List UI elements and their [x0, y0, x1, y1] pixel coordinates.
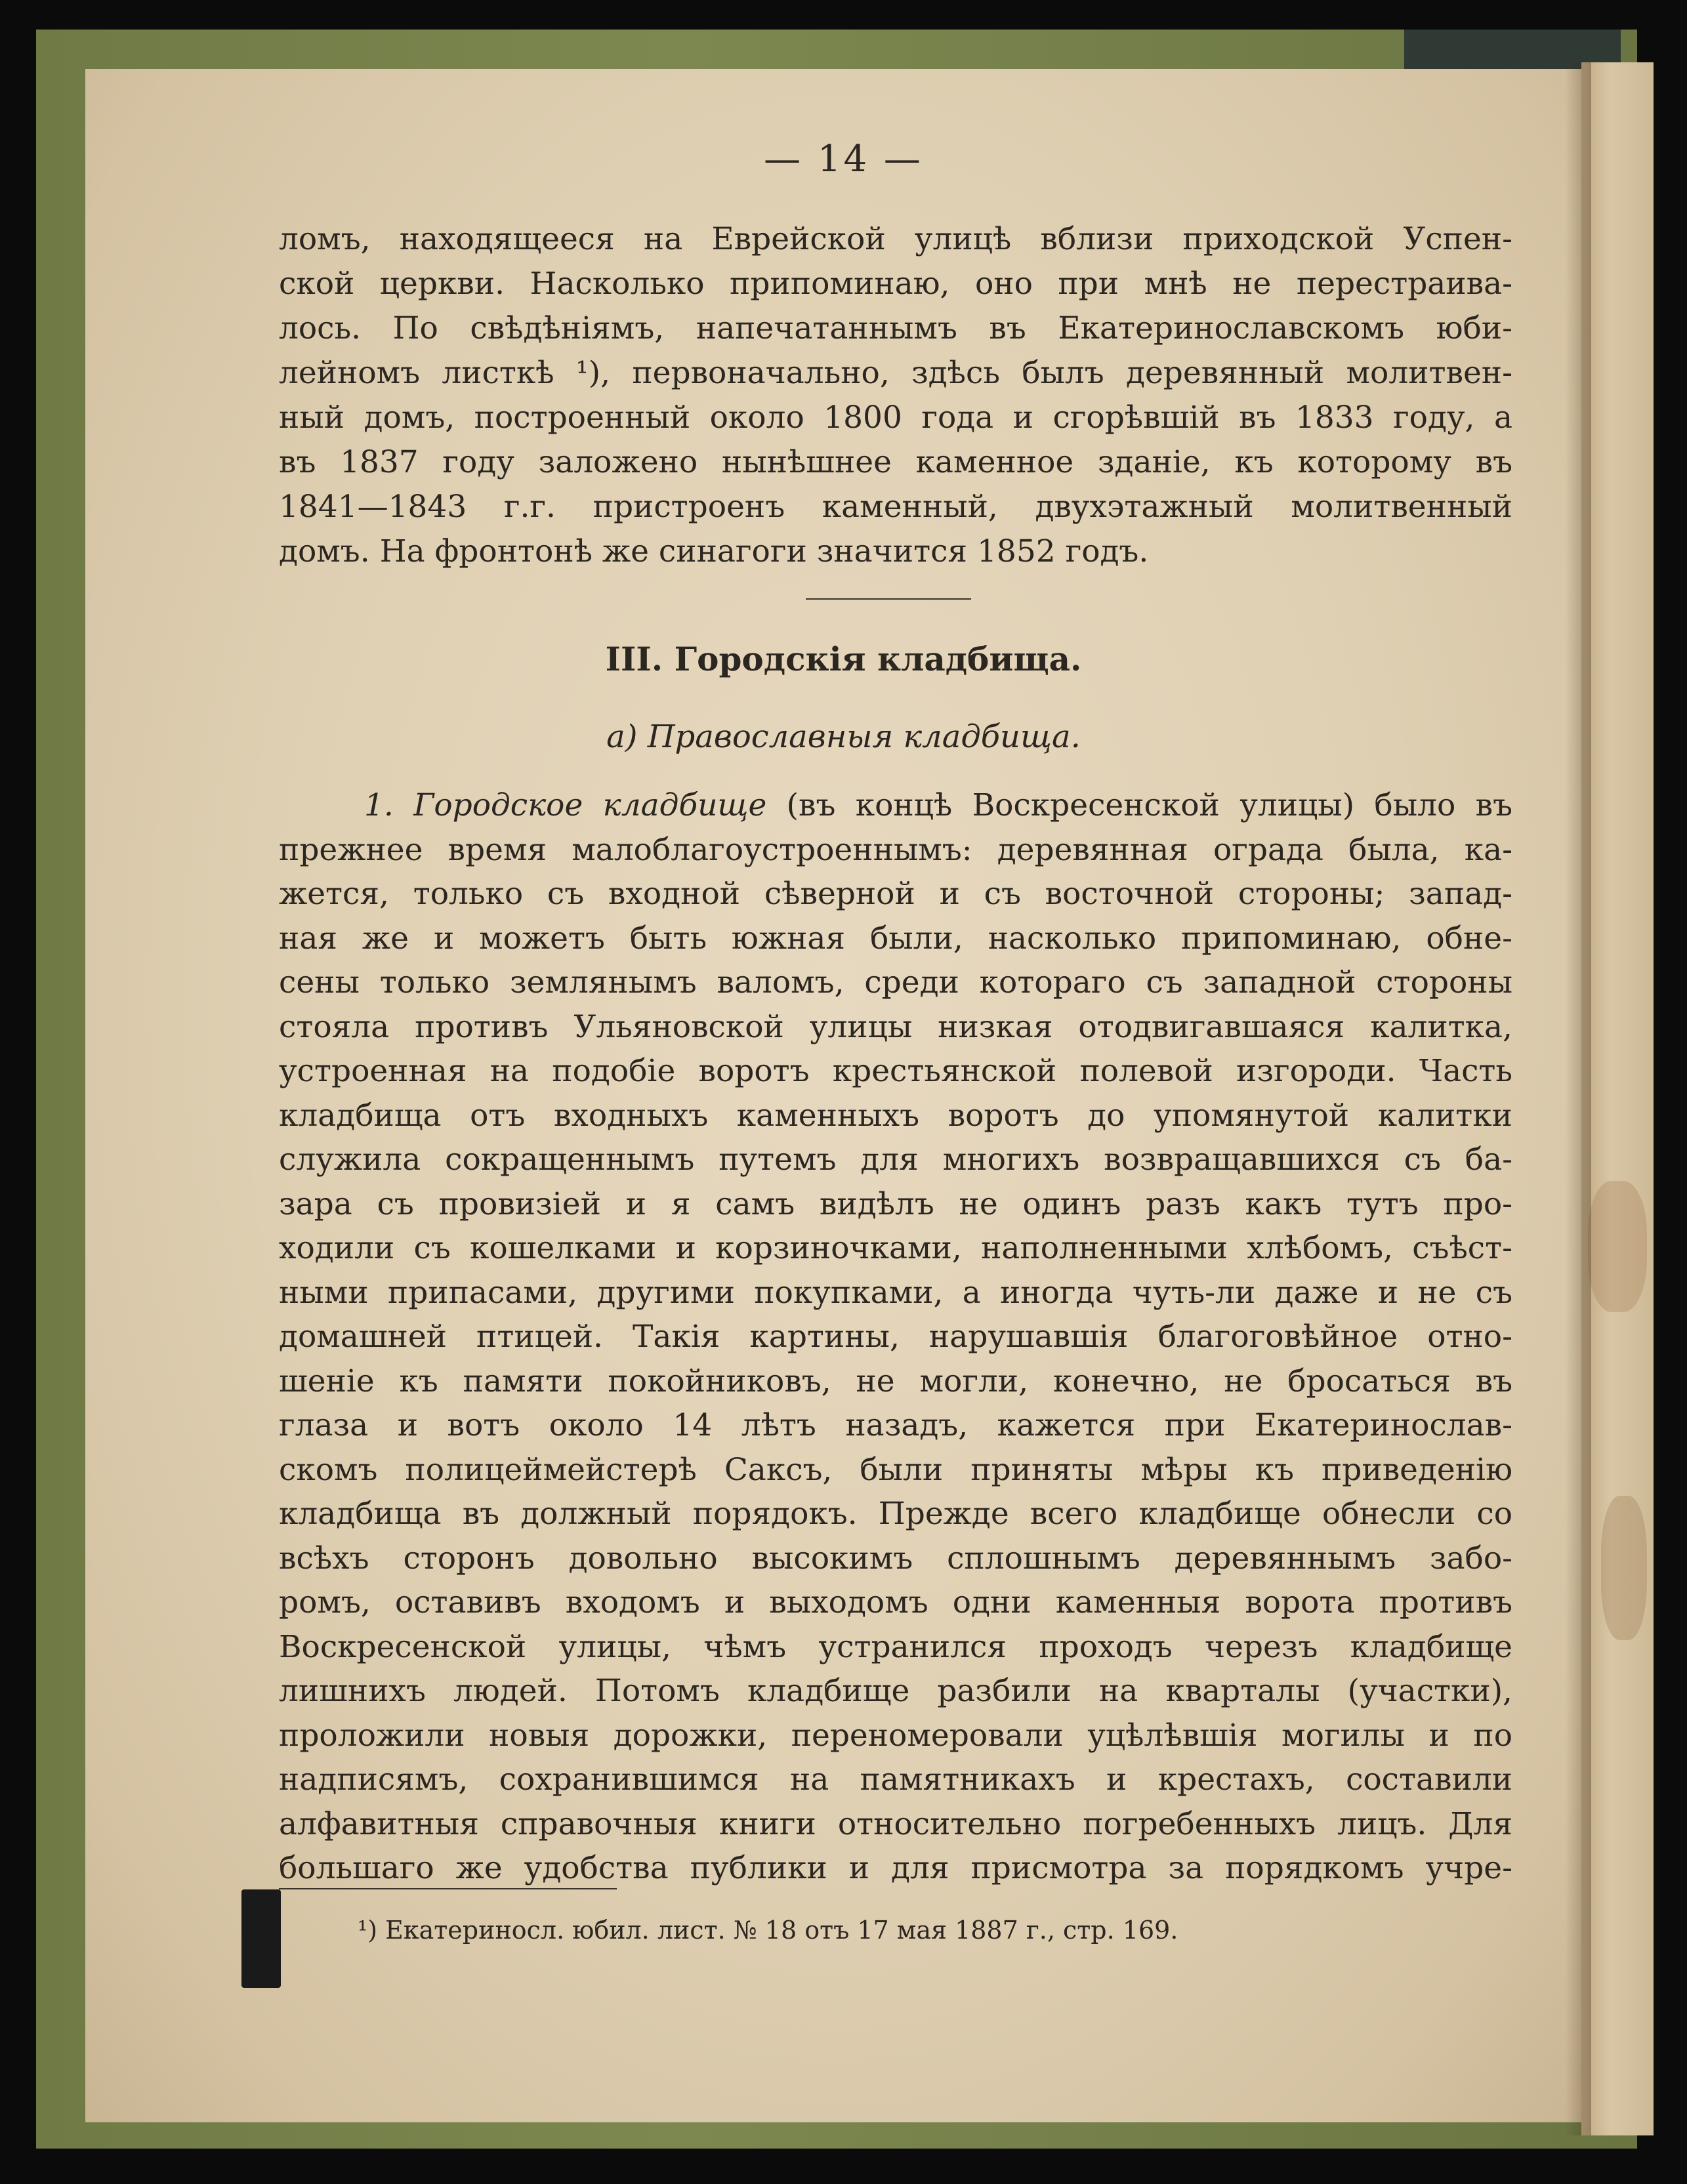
body-line: кладбища въ должный порядокъ. Прежде всего кладбище обнесли со [279, 1496, 1512, 1532]
page-number: — 14 — [764, 138, 923, 180]
paper-stain [1588, 1181, 1647, 1312]
page-gutter-shadow [1565, 62, 1591, 2135]
body-line: устроенная на подобіе воротъ крестьянской полевой изгороди. Часть [279, 1053, 1512, 1089]
body-line: ромъ, оставивъ входомъ и выходомъ одни каменныя ворота противъ [279, 1584, 1512, 1620]
body-line: алфавитныя справочныя книги относительно погребенныхъ лицъ. Для [279, 1805, 1512, 1842]
subsection-heading: а) Православныя кладбища. [606, 718, 1081, 755]
body-line: зара съ провизіей и я самъ видѣлъ не одинъ разъ какъ тутъ про- [279, 1185, 1512, 1222]
body-line: домашней птицей. Такія картины, нарушавшія благоговѣйное отно- [279, 1319, 1512, 1355]
body-line: ный домъ, построенный около 1800 года и сгорѣвшій въ 1833 году, а [279, 400, 1512, 436]
body-line: ными припасами, другими покупками, а иногда чуть-ли даже и не съ [279, 1274, 1512, 1311]
body-line: всѣхъ сторонъ довольно высокимъ сплошнымъ деревяннымъ забо- [279, 1540, 1512, 1576]
body-line: кладбища отъ входныхъ каменныхъ воротъ до упомянутой калитки [279, 1097, 1512, 1134]
body-line: шеніе къ памяти покойниковъ, не могли, конечно, не бросаться въ [279, 1363, 1512, 1399]
body-line: сены только землянымъ валомъ, среди котораго съ западной стороны [279, 964, 1512, 1000]
body-line: жется, только съ входной сѣверной и съ восточной стороны; запад- [279, 876, 1512, 912]
body-line: проложили новыя дорожки, переномеровали уцѣлѣвшія могилы и по [279, 1717, 1512, 1754]
body-line: ской церкви. Насколько припоминаю, оно при мнѣ не перестраива- [279, 266, 1512, 302]
body-line: надписямъ, сохранившимся на памятникахъ и крестахъ, составили [279, 1762, 1512, 1798]
body-line: глаза и вотъ около 14 лѣтъ назадъ, кажется при Екатеринослав- [279, 1407, 1512, 1443]
body-line: служила сокращеннымъ путемъ для многихъ возвращавшихся съ ба- [279, 1142, 1512, 1178]
cemetery-lead-rest: (въ концѣ Воскресенской улицы) было въ [766, 787, 1512, 823]
footnote: ¹) Екатериносл. юбил. лист. № 18 отъ 17 мая 1887 г., стр. 169. [358, 1916, 1178, 1945]
footnote-divider [279, 1888, 617, 1889]
body-line: въ 1837 году заложено нынѣшнее каменное зданіе, къ которому въ [279, 444, 1512, 480]
body-line: ная же и можетъ быть южная были, насколько припоминаю, обне- [279, 920, 1512, 957]
body-line [364, 786, 1512, 825]
body-line: Воскресенской улицы, чѣмъ устранился проходъ черезъ кладбище [279, 1628, 1512, 1665]
body-line: стояла противъ Ульяновской улицы низкая отодвигавшаяся калитка, [279, 1008, 1512, 1045]
body-line: ходили съ кошелками и корзиночками, наполненными хлѣбомъ, съѣст- [279, 1230, 1512, 1266]
page-tab-mark [241, 1889, 281, 1988]
body-line: прежнее время малоблагоустроеннымъ: деревянная ограда была, ка- [279, 831, 1512, 868]
cemetery-lead: 1. Городское кладбище [364, 787, 767, 823]
paper-stain [1601, 1496, 1647, 1640]
body-line: 1841—1843 г.г. пристроенъ каменный, двухэтажный молитвенный [279, 489, 1512, 525]
body-line: лишнихъ людей. Потомъ кладбище разбили на кварталы (участки), [279, 1673, 1512, 1709]
next-page-edge [1581, 62, 1654, 2135]
body-line: лейномъ листкѣ ¹), первоначально, здѣсь былъ деревянный молитвен- [279, 355, 1512, 391]
section-divider [806, 598, 971, 600]
body-line: ломъ, находящееся на Еврейской улицѣ вблизи приходской Успен- [279, 221, 1512, 257]
body-line: домъ. На фронтонѣ же синагоги значится 1852 годъ. [279, 533, 1149, 569]
body-line: скомъ полицеймейстерѣ Саксъ, были приняты мѣры къ приведенію [279, 1451, 1512, 1488]
body-line: большаго же удобства публики и для присмотра за порядкомъ учре- [279, 1850, 1512, 1886]
section-heading: III. Городскія кладбища. [605, 640, 1082, 678]
body-line: лось. По свѣдѣніямъ, напечатаннымъ въ Екатеринославскомъ юби- [279, 310, 1512, 346]
